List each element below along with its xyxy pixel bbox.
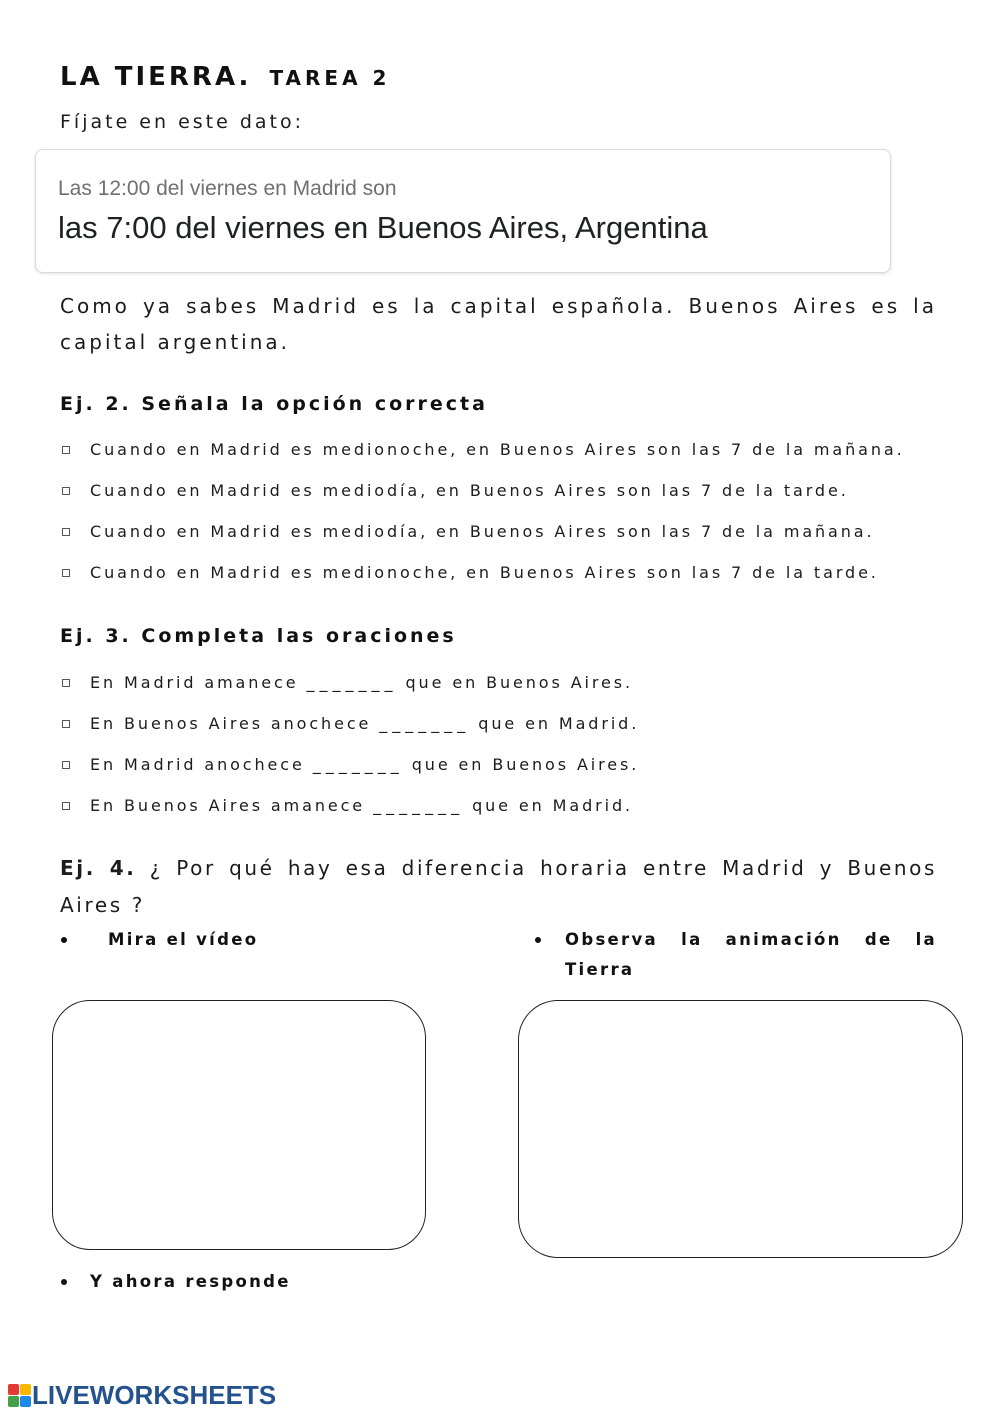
option-text: Cuando en Madrid es mediodía, en Buenos Aires son las 7 de la mañana. — [90, 522, 875, 541]
logo-tiles-icon — [8, 1384, 31, 1407]
option-checkbox[interactable] — [62, 446, 70, 454]
option-row — [0, 479, 1000, 520]
sentence-start: En Buenos Aires anochece — [90, 714, 372, 733]
worksheet-title — [60, 60, 390, 94]
answer-blank[interactable]: _______ — [312, 755, 404, 774]
sentence-start: En Madrid amanece — [90, 673, 299, 692]
option-checkbox[interactable] — [62, 528, 70, 536]
sentence-text — [90, 671, 633, 695]
option-row — [0, 438, 1000, 479]
option-checkbox[interactable] — [62, 569, 70, 577]
video-prompt: Mira el vídeo — [108, 930, 259, 949]
sentence-end: que en Buenos Aires. — [411, 755, 640, 774]
sentence-row — [0, 671, 1000, 712]
bullet-icon — [61, 937, 67, 943]
fact-result-time: las 7:00 del viernes en Buenos Aires, Argentina — [58, 210, 708, 245]
exercise3-heading: Ej. 3. Completa las oraciones — [60, 625, 457, 647]
sentence-end: que en Buenos Aires. — [405, 673, 633, 692]
answer-prompt: Y ahora responde — [90, 1272, 291, 1291]
square-bullet-icon — [62, 761, 70, 769]
option-text: Cuando en Madrid es medionoche, en Buenos Aires son las 7 de la mañana. — [90, 440, 905, 459]
option-text: Cuando en Madrid es mediodía, en Buenos Aires son las 7 de la tarde. — [90, 481, 849, 500]
logo-text: LIVEWORKSHEETS — [32, 1380, 277, 1410]
answer-blank[interactable]: _______ — [306, 673, 398, 692]
answer-blank[interactable]: _______ — [373, 796, 465, 815]
sentence-row — [0, 753, 1000, 794]
bullet-icon — [61, 1279, 67, 1285]
exercise4-question-text: ¿ Por qué hay esa diferencia horaria entre Madrid y Buenos Aires ? — [60, 856, 937, 917]
bullet-icon — [535, 937, 541, 943]
exercise3-sentences — [0, 671, 1000, 835]
sentence-start: En Madrid anochece — [90, 755, 305, 774]
liveworksheets-logo — [8, 1381, 276, 1409]
sentence-end: que en Madrid. — [472, 796, 633, 815]
video-frame[interactable] — [52, 1000, 426, 1250]
sentence-text — [90, 794, 633, 818]
intro-text: Fíjate en este dato: — [60, 111, 305, 133]
sentence-row — [0, 794, 1000, 835]
option-row — [0, 520, 1000, 561]
time-fact-card — [35, 149, 891, 273]
fact-source-time: Las 12:00 del viernes en Madrid son — [58, 177, 397, 200]
option-text: Cuando en Madrid es medionoche, en Buenos Aires son las 7 de la tarde. — [90, 563, 879, 582]
option-row — [0, 561, 1000, 602]
logo-tile — [8, 1384, 19, 1395]
sentence-start: En Buenos Aires amanece — [90, 796, 366, 815]
exercise2-heading: Ej. 2. Señala la opción correcta — [60, 393, 488, 415]
title-main: LA TIERRA. — [60, 62, 252, 92]
logo-tile — [20, 1396, 31, 1407]
exercise4-label: Ej. 4. — [60, 856, 137, 880]
square-bullet-icon — [62, 679, 70, 687]
exercise2-options — [0, 438, 1000, 602]
sentence-text — [90, 712, 639, 736]
logo-tile — [8, 1396, 19, 1407]
animation-prompt: Observa la animación de la Tierra — [565, 930, 937, 979]
exercise4-question — [60, 850, 937, 924]
square-bullet-icon — [62, 720, 70, 728]
option-checkbox[interactable] — [62, 487, 70, 495]
earth-animation-frame[interactable] — [518, 1000, 963, 1258]
square-bullet-icon — [62, 802, 70, 810]
sentence-row — [0, 712, 1000, 753]
logo-tile — [20, 1384, 31, 1395]
title-task: TAREA 2 — [269, 66, 391, 90]
sentence-end: que en Madrid. — [478, 714, 640, 733]
sentence-text — [90, 753, 639, 777]
context-paragraph: Como ya sabes Madrid es la capital española. Buenos Aires es la capital argentina. — [60, 294, 937, 354]
answer-blank[interactable]: _______ — [379, 714, 471, 733]
